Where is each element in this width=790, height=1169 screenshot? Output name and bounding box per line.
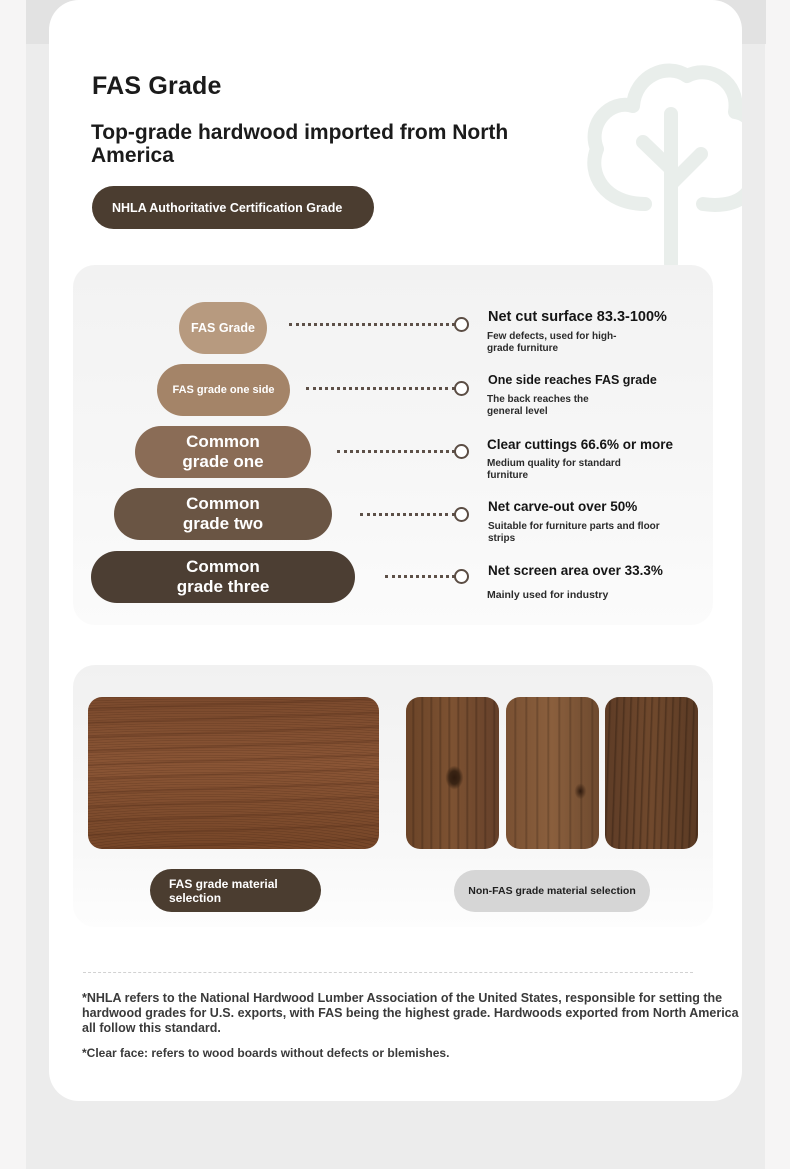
grade-marker-icon	[454, 381, 469, 396]
footnote-nhla: *NHLA refers to the National Hardwood Lumber Association of the United States, responsible for setting the hardwood grades for U.S. exports, with FAS being the highest grade. Hardwoods exported from North America all follow this standard.	[82, 991, 739, 1035]
non-fas-wood-sample-image	[605, 697, 698, 849]
grade-connector	[385, 575, 455, 578]
content-card	[49, 0, 742, 1101]
grade-title: Net carve-out over 50%	[488, 499, 638, 514]
page-margin-right	[765, 0, 790, 1169]
page-subtitle: Top-grade hardwood imported from North America	[91, 121, 509, 167]
grade-description: Medium quality for standard furniture	[487, 458, 621, 481]
non-fas-wood-sample-image	[506, 697, 599, 849]
footnote-clear-face: *Clear face: refers to wood boards without defects or blemishes.	[82, 1046, 450, 1060]
grade-description: Few defects, used for high-grade furniture	[487, 331, 617, 354]
grade-marker-icon	[454, 569, 469, 584]
grade-description: Suitable for furniture parts and floor strips	[488, 521, 660, 544]
grade-connector	[360, 513, 455, 516]
grade-connector	[289, 323, 455, 326]
grade-connector	[306, 387, 455, 390]
grade-title: One side reaches FAS grade	[488, 373, 657, 387]
grade-title: Clear cuttings 66.6% or more	[487, 437, 674, 452]
fas-material-label: FAS grade material selection	[150, 869, 321, 912]
grade-description: The back reaches the general level	[487, 394, 589, 417]
grade-connector	[337, 450, 455, 453]
grade-title: Net screen area over 33.3%	[488, 563, 663, 578]
grade-marker-icon	[454, 317, 469, 332]
page-margin-left	[0, 0, 26, 1169]
grade-title: Net cut surface 83.3-100%	[488, 309, 667, 325]
grade-marker-icon	[454, 444, 469, 459]
grade-pill-common-one: Common grade one	[135, 426, 311, 478]
grade-pill-common-three: Common grade three	[91, 551, 355, 603]
fas-wood-sample-image	[88, 697, 379, 849]
tree-icon	[575, 54, 742, 274]
non-fas-wood-sample-image	[406, 697, 499, 849]
certification-badge: NHLA Authoritative Certification Grade	[92, 186, 374, 229]
grade-pill-common-two: Common grade two	[114, 488, 332, 540]
grade-description: Mainly used for industry	[487, 589, 609, 601]
grade-pill-fas-one-side: FAS grade one side	[157, 364, 290, 416]
page-title: FAS Grade	[92, 72, 222, 100]
grade-marker-icon	[454, 507, 469, 522]
divider	[83, 972, 693, 973]
non-fas-material-label: Non-FAS grade material selection	[454, 870, 650, 912]
grade-pill-fas: FAS Grade	[179, 302, 267, 354]
